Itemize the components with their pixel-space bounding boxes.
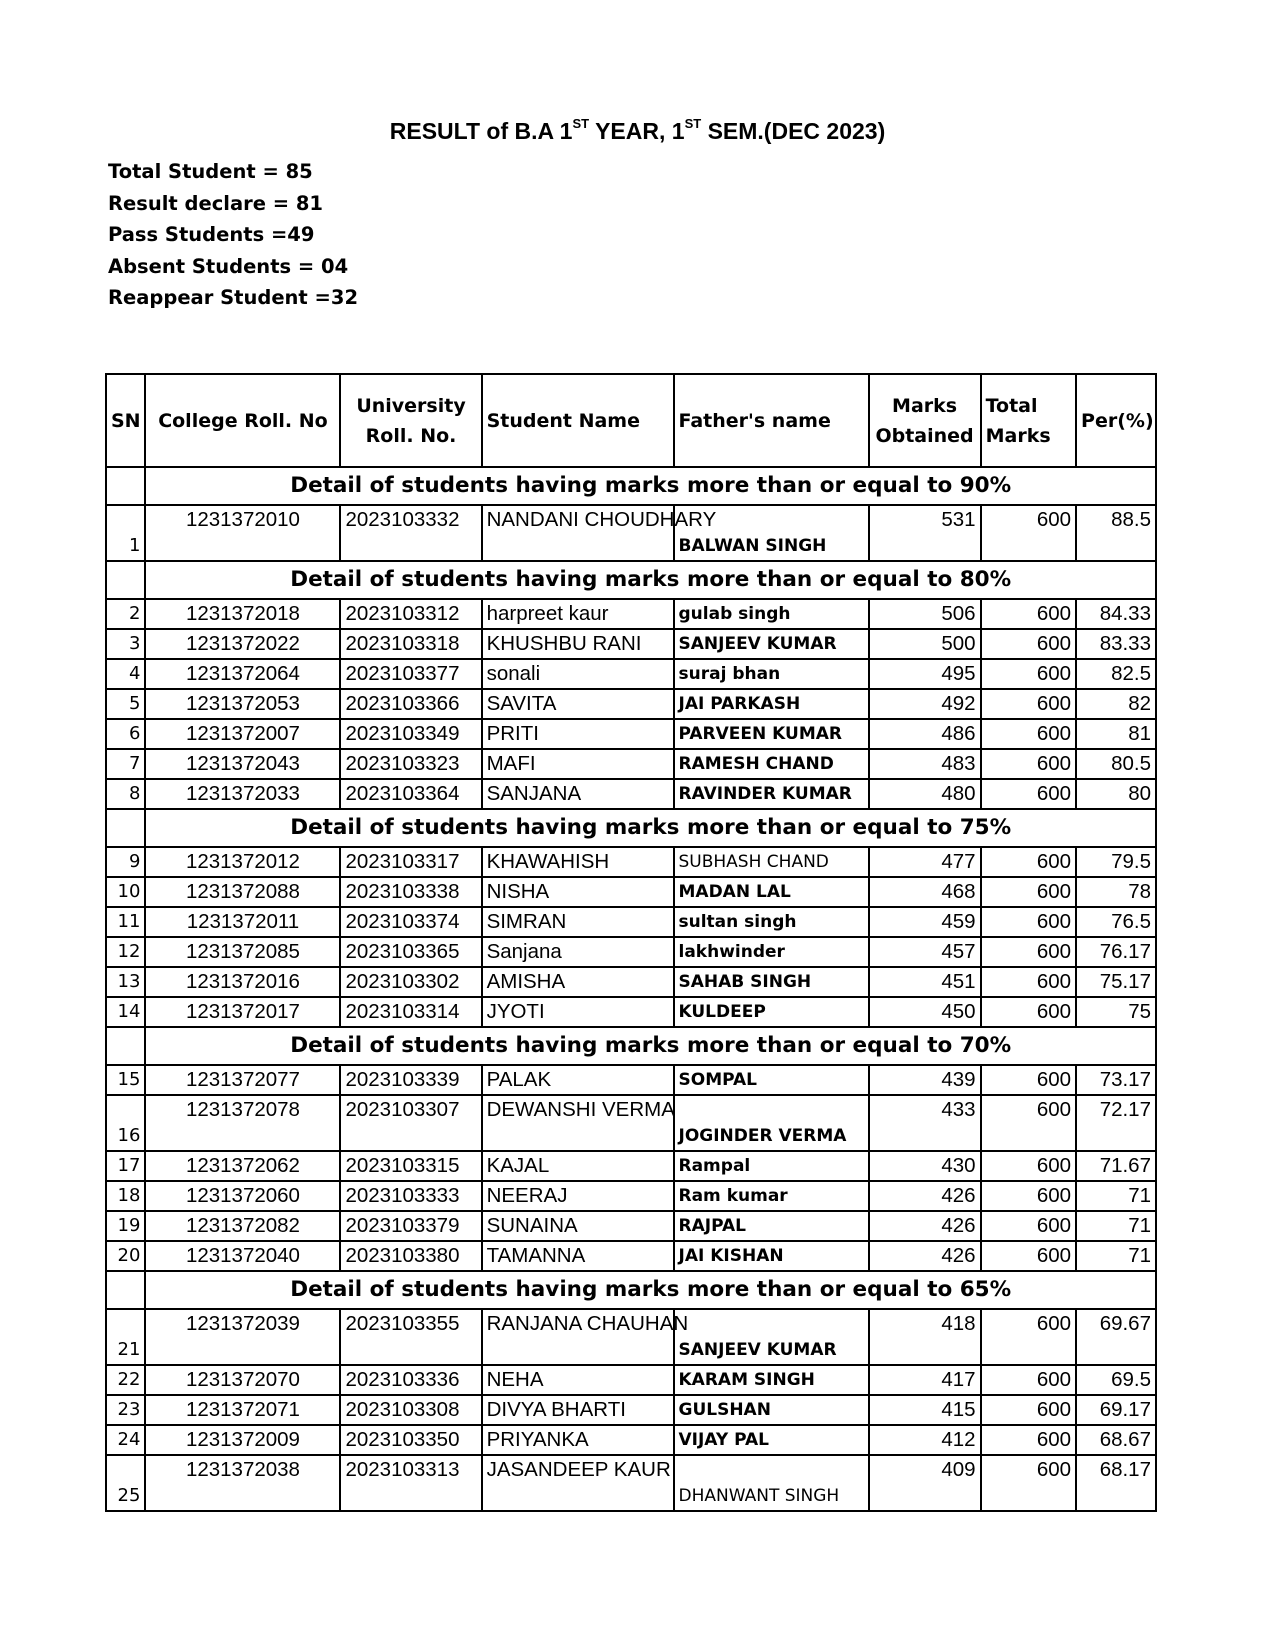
cell-total-marks: 600 (981, 1309, 1076, 1365)
cell-college-roll: 1231372040 (145, 1241, 340, 1271)
cell-total-marks: 600 (981, 1365, 1076, 1395)
cell-sn: 6 (106, 719, 145, 749)
cell-university-roll: 2023103308 (340, 1395, 481, 1425)
result-table (105, 373, 1157, 1512)
cell-marks-obtained: 486 (869, 719, 981, 749)
cell-percent: 71 (1076, 1181, 1156, 1211)
table-row (106, 689, 1156, 719)
cell-sn: 16 (106, 1095, 145, 1151)
cell-university-roll: 2023103355 (340, 1309, 481, 1365)
table-row (106, 629, 1156, 659)
group-header-row (106, 561, 1156, 599)
cell-university-roll: 2023103323 (340, 749, 481, 779)
cell-total-marks: 600 (981, 1211, 1076, 1241)
cell-university-roll: 2023103314 (340, 997, 481, 1027)
cell-percent: 88.5 (1076, 505, 1156, 561)
cell-student-name: KHAWAHISH (482, 847, 674, 877)
table-row (106, 1309, 1156, 1365)
cell-sn: 14 (106, 997, 145, 1027)
cell-total-marks: 600 (981, 629, 1076, 659)
cell-sn: 19 (106, 1211, 145, 1241)
cell-sn: 9 (106, 847, 145, 877)
cell-father-name: VIJAY PAL (674, 1425, 869, 1455)
group-header-row (106, 809, 1156, 847)
cell-college-roll: 1231372039 (145, 1309, 340, 1365)
cell-father-name: SANJEEV KUMAR (674, 629, 869, 659)
cell-total-marks: 600 (981, 877, 1076, 907)
cell-university-roll: 2023103313 (340, 1455, 481, 1511)
cell-percent: 75 (1076, 997, 1156, 1027)
group-label: Detail of students having marks more than or equal to 70% (145, 1027, 1156, 1065)
cell-sn: 13 (106, 967, 145, 997)
cell-student-name: TAMANNA (482, 1241, 674, 1271)
table-row (106, 1211, 1156, 1241)
page-title (0, 118, 1275, 145)
cell-student-name: NISHA (482, 877, 674, 907)
table-row (106, 1095, 1156, 1151)
cell-percent: 69.67 (1076, 1309, 1156, 1365)
cell-university-roll: 2023103302 (340, 967, 481, 997)
group-sn-blank (106, 467, 145, 505)
cell-total-marks: 600 (981, 1095, 1076, 1151)
cell-marks-obtained: 492 (869, 689, 981, 719)
cell-college-roll: 1231372043 (145, 749, 340, 779)
cell-student-name: Sanjana (482, 937, 674, 967)
cell-total-marks: 600 (981, 1455, 1076, 1511)
cell-father-name: RAVINDER KUMAR (674, 779, 869, 809)
cell-college-roll: 1231372009 (145, 1425, 340, 1455)
cell-marks-obtained: 412 (869, 1425, 981, 1455)
cell-university-roll: 2023103350 (340, 1425, 481, 1455)
cell-university-roll: 2023103349 (340, 719, 481, 749)
cell-total-marks: 600 (981, 1151, 1076, 1181)
cell-sn: 17 (106, 1151, 145, 1181)
table-row (106, 1395, 1156, 1425)
cell-sn: 15 (106, 1065, 145, 1095)
cell-student-name: PALAK (482, 1065, 674, 1095)
table-row (106, 1241, 1156, 1271)
cell-total-marks: 600 (981, 997, 1076, 1027)
cell-sn: 7 (106, 749, 145, 779)
table-row (106, 505, 1156, 561)
cell-marks-obtained: 450 (869, 997, 981, 1027)
cell-marks-obtained: 439 (869, 1065, 981, 1095)
cell-marks-obtained: 500 (869, 629, 981, 659)
summary-total: Total Student = 85 (108, 160, 313, 183)
cell-father-name: SOMPAL (674, 1065, 869, 1095)
cell-total-marks: 600 (981, 689, 1076, 719)
cell-total-marks: 600 (981, 847, 1076, 877)
group-label: Detail of students having marks more than or equal to 65% (145, 1271, 1156, 1309)
group-sn-blank (106, 809, 145, 847)
cell-marks-obtained: 418 (869, 1309, 981, 1365)
group-sn-blank (106, 1027, 145, 1065)
result-table-body (106, 467, 1156, 1511)
cell-father-name: BALWAN SINGH (674, 505, 869, 561)
cell-sn: 1 (106, 505, 145, 561)
cell-college-roll: 1231372017 (145, 997, 340, 1027)
summary-absent: Absent Students = 04 (108, 254, 349, 278)
table-row (106, 659, 1156, 689)
cell-father-name: MADAN LAL (674, 877, 869, 907)
cell-marks-obtained: 468 (869, 877, 981, 907)
cell-student-name: JYOTI (482, 997, 674, 1027)
group-sn-blank (106, 561, 145, 599)
cell-sn: 8 (106, 779, 145, 809)
cell-percent: 71 (1076, 1211, 1156, 1241)
cell-college-roll: 1231372018 (145, 599, 340, 629)
summary-declared: Result declare = 81 (108, 191, 324, 215)
cell-marks-obtained: 430 (869, 1151, 981, 1181)
cell-percent: 79.5 (1076, 847, 1156, 877)
cell-sn: 20 (106, 1241, 145, 1271)
cell-college-roll: 1231372088 (145, 877, 340, 907)
col-header-marks-obtained: Marks Obtained (869, 374, 981, 467)
cell-percent: 69.5 (1076, 1365, 1156, 1395)
cell-percent: 83.33 (1076, 629, 1156, 659)
cell-university-roll: 2023103315 (340, 1151, 481, 1181)
cell-percent: 69.17 (1076, 1395, 1156, 1425)
cell-total-marks: 600 (981, 1241, 1076, 1271)
table-row (106, 1065, 1156, 1095)
title-superscript-2: ST (684, 116, 702, 132)
cell-total-marks: 600 (981, 749, 1076, 779)
summary-pass: Pass Students =49 (108, 223, 315, 246)
group-label: Detail of students having marks more than or equal to 75% (145, 809, 1156, 847)
cell-university-roll: 2023103365 (340, 937, 481, 967)
cell-marks-obtained: 433 (869, 1095, 981, 1151)
cell-student-name: SANJANA (482, 779, 674, 809)
cell-marks-obtained: 426 (869, 1181, 981, 1211)
cell-university-roll: 2023103333 (340, 1181, 481, 1211)
cell-student-name: SIMRAN (482, 907, 674, 937)
cell-university-roll: 2023103379 (340, 1211, 481, 1241)
cell-percent: 76.5 (1076, 907, 1156, 937)
group-header-row (106, 1271, 1156, 1309)
cell-student-name: DIVYA BHARTI (482, 1395, 674, 1425)
cell-student-name: RANJANA CHAUHAN (482, 1309, 674, 1365)
col-header-college-roll: College Roll. No (145, 374, 340, 467)
cell-student-name: PRIYANKA (482, 1425, 674, 1455)
cell-marks-obtained: 531 (869, 505, 981, 561)
cell-student-name: NEERAJ (482, 1181, 674, 1211)
cell-college-roll: 1231372082 (145, 1211, 340, 1241)
cell-college-roll: 1231372071 (145, 1395, 340, 1425)
cell-marks-obtained: 483 (869, 749, 981, 779)
title-part-1: RESULT of B.A 1 (389, 118, 573, 144)
cell-marks-obtained: 457 (869, 937, 981, 967)
group-label: Detail of students having marks more than or equal to 90% (145, 467, 1156, 505)
summary-reappear: Reappear Student =32 (108, 286, 359, 309)
cell-father-name: suraj bhan (674, 659, 869, 689)
cell-sn: 5 (106, 689, 145, 719)
cell-father-name: SANJEEV KUMAR (674, 1309, 869, 1365)
cell-student-name: MAFI (482, 749, 674, 779)
cell-college-roll: 1231372070 (145, 1365, 340, 1395)
cell-sn: 12 (106, 937, 145, 967)
cell-marks-obtained: 506 (869, 599, 981, 629)
cell-college-roll: 1231372007 (145, 719, 340, 749)
cell-marks-obtained: 417 (869, 1365, 981, 1395)
cell-marks-obtained: 451 (869, 967, 981, 997)
cell-total-marks: 600 (981, 1425, 1076, 1455)
cell-percent: 81 (1076, 719, 1156, 749)
table-header-row (106, 374, 1156, 467)
cell-father-name: SAHAB SINGH (674, 967, 869, 997)
cell-father-name: Rampal (674, 1151, 869, 1181)
cell-sn: 21 (106, 1309, 145, 1365)
cell-sn: 2 (106, 599, 145, 629)
cell-father-name: Ram kumar (674, 1181, 869, 1211)
cell-father-name: RAJPAL (674, 1211, 869, 1241)
cell-sn: 25 (106, 1455, 145, 1511)
cell-percent: 73.17 (1076, 1065, 1156, 1095)
cell-marks-obtained: 409 (869, 1455, 981, 1511)
title-part-2: YEAR, 1 (589, 118, 685, 144)
cell-college-roll: 1231372022 (145, 629, 340, 659)
cell-university-roll: 2023103307 (340, 1095, 481, 1151)
table-row (106, 967, 1156, 997)
table-row (106, 907, 1156, 937)
cell-percent: 80.5 (1076, 749, 1156, 779)
cell-marks-obtained: 495 (869, 659, 981, 689)
table-row (106, 877, 1156, 907)
title-part-3: SEM.(DEC 2023) (701, 118, 886, 144)
cell-student-name: SAVITA (482, 689, 674, 719)
cell-university-roll: 2023103318 (340, 629, 481, 659)
cell-total-marks: 600 (981, 967, 1076, 997)
cell-percent: 68.17 (1076, 1455, 1156, 1511)
cell-student-name: KAJAL (482, 1151, 674, 1181)
group-header-row (106, 467, 1156, 505)
cell-father-name: JOGINDER VERMA (674, 1095, 869, 1151)
cell-father-name: JAI PARKASH (674, 689, 869, 719)
table-row (106, 1425, 1156, 1455)
cell-student-name: SUNAINA (482, 1211, 674, 1241)
cell-college-roll: 1231372011 (145, 907, 340, 937)
table-row (106, 719, 1156, 749)
cell-percent: 78 (1076, 877, 1156, 907)
cell-college-roll: 1231372062 (145, 1151, 340, 1181)
cell-college-roll: 1231372078 (145, 1095, 340, 1151)
cell-father-name: lakhwinder (674, 937, 869, 967)
table-row (106, 1181, 1156, 1211)
title-superscript-1: ST (572, 116, 590, 132)
col-header-percent: Per(%) (1076, 374, 1156, 467)
cell-college-roll: 1231372064 (145, 659, 340, 689)
cell-percent: 75.17 (1076, 967, 1156, 997)
cell-marks-obtained: 480 (869, 779, 981, 809)
cell-father-name: sultan singh (674, 907, 869, 937)
group-label: Detail of students having marks more than or equal to 80% (145, 561, 1156, 599)
cell-percent: 80 (1076, 779, 1156, 809)
result-summary (108, 156, 358, 314)
cell-total-marks: 600 (981, 659, 1076, 689)
cell-total-marks: 600 (981, 907, 1076, 937)
cell-college-roll: 1231372085 (145, 937, 340, 967)
cell-percent: 82.5 (1076, 659, 1156, 689)
cell-student-name: JASANDEEP KAUR (482, 1455, 674, 1511)
cell-university-roll: 2023103317 (340, 847, 481, 877)
cell-sn: 18 (106, 1181, 145, 1211)
cell-total-marks: 600 (981, 505, 1076, 561)
cell-student-name: KHUSHBU RANI (482, 629, 674, 659)
cell-university-roll: 2023103332 (340, 505, 481, 561)
table-row (106, 847, 1156, 877)
cell-father-name: KULDEEP (674, 997, 869, 1027)
cell-marks-obtained: 426 (869, 1241, 981, 1271)
group-header-row (106, 1027, 1156, 1065)
cell-student-name: harpreet kaur (482, 599, 674, 629)
cell-university-roll: 2023103366 (340, 689, 481, 719)
cell-college-roll: 1231372016 (145, 967, 340, 997)
cell-father-name: DHANWANT SINGH (674, 1455, 869, 1511)
cell-father-name: GULSHAN (674, 1395, 869, 1425)
col-header-father-name: Father's name (674, 374, 869, 467)
cell-father-name: RAMESH CHAND (674, 749, 869, 779)
cell-student-name: NANDANI CHOUDHARY (482, 505, 674, 561)
cell-percent: 72.17 (1076, 1095, 1156, 1151)
cell-student-name: DEWANSHI VERMA (482, 1095, 674, 1151)
col-header-student-name: Student Name (482, 374, 674, 467)
cell-sn: 10 (106, 877, 145, 907)
col-header-university-roll: University Roll. No. (340, 374, 481, 467)
group-sn-blank (106, 1271, 145, 1309)
cell-college-roll: 1231372010 (145, 505, 340, 561)
cell-marks-obtained: 415 (869, 1395, 981, 1425)
cell-sn: 11 (106, 907, 145, 937)
cell-total-marks: 600 (981, 1065, 1076, 1095)
cell-college-roll: 1231372012 (145, 847, 340, 877)
cell-percent: 84.33 (1076, 599, 1156, 629)
cell-college-roll: 1231372033 (145, 779, 340, 809)
table-row (106, 1151, 1156, 1181)
cell-college-roll: 1231372053 (145, 689, 340, 719)
col-header-total-marks: Total Marks (981, 374, 1076, 467)
cell-college-roll: 1231372077 (145, 1065, 340, 1095)
cell-marks-obtained: 426 (869, 1211, 981, 1241)
cell-percent: 71 (1076, 1241, 1156, 1271)
cell-total-marks: 600 (981, 599, 1076, 629)
cell-student-name: NEHA (482, 1365, 674, 1395)
cell-college-roll: 1231372038 (145, 1455, 340, 1511)
table-row (106, 749, 1156, 779)
cell-sn: 24 (106, 1425, 145, 1455)
table-row (106, 1365, 1156, 1395)
cell-university-roll: 2023103377 (340, 659, 481, 689)
cell-total-marks: 600 (981, 779, 1076, 809)
cell-university-roll: 2023103338 (340, 877, 481, 907)
table-row (106, 1455, 1156, 1511)
cell-university-roll: 2023103312 (340, 599, 481, 629)
cell-university-roll: 2023103339 (340, 1065, 481, 1095)
cell-student-name: sonali (482, 659, 674, 689)
cell-father-name: KARAM SINGH (674, 1365, 869, 1395)
cell-sn: 4 (106, 659, 145, 689)
cell-sn: 22 (106, 1365, 145, 1395)
cell-university-roll: 2023103364 (340, 779, 481, 809)
cell-university-roll: 2023103380 (340, 1241, 481, 1271)
cell-total-marks: 600 (981, 1395, 1076, 1425)
cell-student-name: AMISHA (482, 967, 674, 997)
cell-sn: 23 (106, 1395, 145, 1425)
cell-marks-obtained: 459 (869, 907, 981, 937)
cell-student-name: PRITI (482, 719, 674, 749)
cell-father-name: JAI KISHAN (674, 1241, 869, 1271)
table-row (106, 997, 1156, 1027)
cell-percent: 71.67 (1076, 1151, 1156, 1181)
cell-university-roll: 2023103374 (340, 907, 481, 937)
cell-father-name: PARVEEN KUMAR (674, 719, 869, 749)
cell-total-marks: 600 (981, 1181, 1076, 1211)
cell-total-marks: 600 (981, 719, 1076, 749)
table-row (106, 779, 1156, 809)
cell-total-marks: 600 (981, 937, 1076, 967)
cell-percent: 68.67 (1076, 1425, 1156, 1455)
cell-percent: 82 (1076, 689, 1156, 719)
cell-father-name: SUBHASH CHAND (674, 847, 869, 877)
cell-marks-obtained: 477 (869, 847, 981, 877)
table-row (106, 937, 1156, 967)
table-row (106, 599, 1156, 629)
cell-percent: 76.17 (1076, 937, 1156, 967)
cell-college-roll: 1231372060 (145, 1181, 340, 1211)
cell-father-name: gulab singh (674, 599, 869, 629)
cell-sn: 3 (106, 629, 145, 659)
cell-university-roll: 2023103336 (340, 1365, 481, 1395)
col-header-sn: SN (106, 374, 145, 467)
